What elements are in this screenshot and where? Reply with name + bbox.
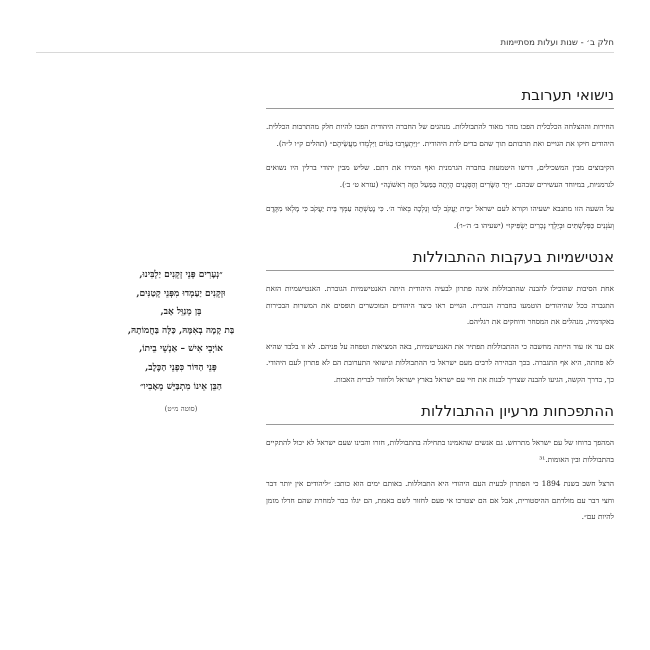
section-title: נישואי תערובת [266, 86, 614, 109]
paragraph: החירות וההצלחה הכלכלית הפכו מהר מאוד להתבוללות. מנהגים של החברה היהודית הפכו להיות חלק מהתרבות הכללית. היהודים חיקו את הגויים ואת תרבותם תוך שהם בדים לדת היהודית. ״וַיִּתְעָרְבוּ בַגּוֹיִם וַיִּלְמְדוּ מַעֲשֵׂיהֶם״ (תהלים ק״ו ל״ה). [266, 122, 614, 148]
section-disillusionment [266, 402, 614, 526]
running-header: חלק ב׳ - שנות ועלות מסתיימות [500, 38, 614, 48]
header-divider [36, 52, 614, 53]
poem-source: (סוטה מ״ט) [164, 405, 198, 414]
section-title: אנטישמיות בעקבות ההתבוללות [266, 248, 614, 271]
paragraph: הקיבוצים מבין המשכילים, דרשו היטמעות בחברה הגרמנית ואף המירו את דתם. שליש מבין יהודי ברלין היו נשואים לגרמניות, במיוחד העשירים שבהם. ״וְיַד הַשָּׂרִים וְהַסְּגָנִים הָיְתָה בַּמַּעַל הַזֶּה רִאשׁוֹנָה״ (עזרא ט׳ ב׳). [266, 163, 614, 189]
poem-line: הַבֵּן אֵינוֹ מִתְבַּיֵּשׁ מֵאָבִיו״ [139, 381, 222, 392]
main-column [266, 86, 614, 534]
section-mixed-marriages [266, 86, 614, 234]
sidebar-poem [76, 266, 286, 419]
paragraph: הרצל חשב בשנת 1894 כי הפתרון לבעית העם היהודי היא התבוללות. באותם ימים הוא כותב: ״ליהודים אין יותר דבר וחצי דבר עם מולדתם ההיסטורית, אבל אם הם יצטרכו אי פעם לחזור לשם באמת, הם יגלו כבר למחרת שהם חדלו מזמן להיות עם״. [266, 479, 614, 521]
section-title: ההתפכחות מרעיון ההתבוללות [266, 402, 614, 425]
poem-line: בַּת קָמָה בְאִמָּהּ, כַּלָּה בַּחֲמוֹתָהּ, [127, 325, 235, 336]
poem-line: ״נְעָרִים פְּנֵי זְקֵנִים יַלְבִּינוּ, [139, 270, 223, 280]
paragraph: על השעה הזו מתנבא ישעיהו וקורא לעם ישראל ״בֵּית יַעֲקֹב לְכוּ וְנֵלְכָה בְּאוֹר ה׳. כִּי נָטַשְׁתָּה עַמְּךָ בֵּית יַעֲקֹב כִּי מָלְאוּ מִקֶּדֶם וְעֹנְנִים כַּפְּלִשְׁתִּים וּבְיַלְדֵי נָכְרִים יַשְׂפִּיקוּ״ (ישעיהו ב׳ ה׳-ו׳). [266, 204, 614, 230]
poem-line: אוֹיְבֵי אִישׁ – אַנְשֵׁי בֵיתוֹ, [139, 344, 223, 355]
poem-line: וּזְקֵנִים יַעַמְדוּ מִפְּנֵי קְטַנִּים, [136, 288, 226, 299]
poem-line: פְּנֵי הַדּוֹר כִּפְנֵי הַכֶּלֶב, [145, 362, 217, 373]
paragraph: אחת הסיבות שהובילו להבנה שהתבוללות אינה פתרון לבעיה היהודית היתה האנטישמיות הגוברת. האנטישמיות הזאת התגברה ככל שהיהודים הוטמעו בחברה הנכרית. הגויים ראו כיצד היהודים המוכשרים תופסים את המשרות הבכירות באקדמיה, מנהלים את המסחר ודוחקים את רגליהם. [266, 284, 614, 326]
paragraph: המהפך ברוחו של עם ישראל מתרחש. גם אנשים שהאמינו בתחילה בהתבוללות, חזרו והבינו שעם ישראל לא יכול להתקיים בהתבוללות ובין האומות.³¹ [266, 438, 614, 464]
section-antisemitism [266, 248, 614, 388]
paragraph: אם עד אז עוד הייתה מחשבה כי ההתבוללות תפתיר את האנטישמיות, באה המציאות וטפחה על פניהם. לא זו בלבד שהיא לא פחתה, היא אף התגברה. בכך הבהירה לרבים מעם ישראל כי ההתבוללות ונישואי התערובת הם לא פתרון לעם היהודי. כך, בדרך הקשה, הגיעו להבנה שצריך לבנות את חיי עם ישראל בארץ ישראל ולחזור לברית האבות. [266, 341, 614, 384]
poem-line: בֵּן מְנַוֵּל אָב, [160, 307, 202, 318]
